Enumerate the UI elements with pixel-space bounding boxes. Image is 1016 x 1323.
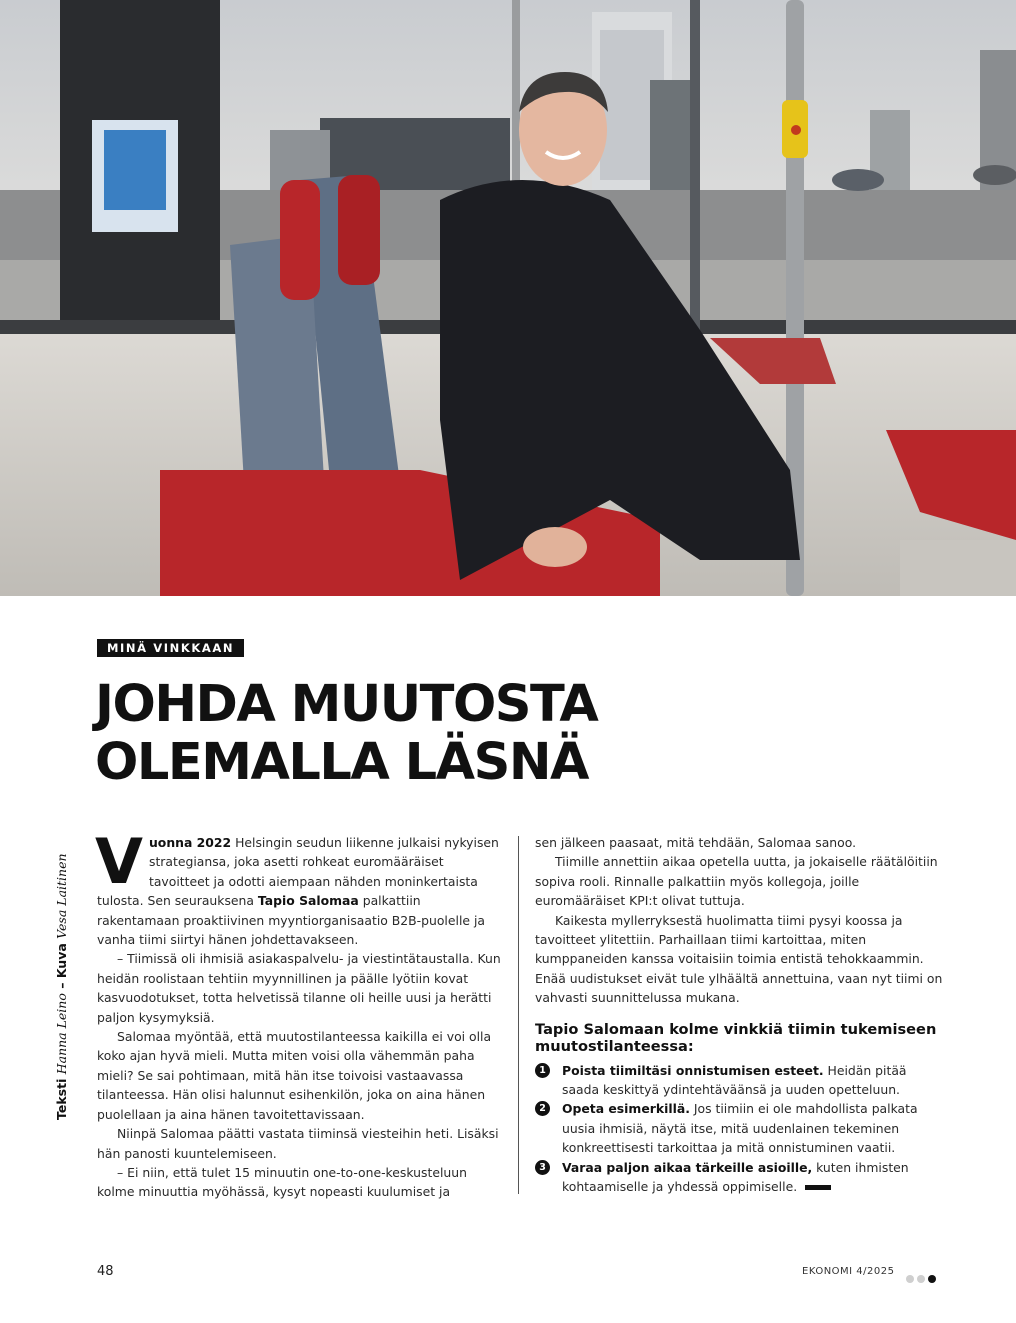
dot-icon <box>906 1275 914 1283</box>
tips-list <box>535 1061 945 1197</box>
paragraph-text: palkattiin rakentamaan proaktiivinen myyntiorganisaatio B2B-puolelle ja vanha tiimi siirtyi hänen johdettavakseen. <box>97 893 485 948</box>
headline-line-2: OLEMALLA LÄSNÄ <box>95 733 588 792</box>
tip-bold: Poista tiimiltäsi onnistumisen esteet. <box>562 1062 824 1078</box>
lead-bold: uonna 2022 <box>148 835 232 850</box>
tip-text: kuten ihmisten kohtaamiselle ja yhdessä oppimiselle. <box>562 1159 909 1195</box>
article-paragraph: Kaikesta myllerryksestä huolimatta tiimi pysyi koossa ja tavoitteet ylitettiin. Parhaillaan tiimi kartoittaa, miten kumppaneiden kanssa voitaisiin toimia entistä tehokkaammin. Enää uudistukset eivät tule ylhäältä annettuina, vaan nyt tiimi on vahvasti suunnittelussa mukana. <box>535 912 943 1006</box>
article-paragraph: Salomaa myöntää, että muutostilanteessa kaikilla ei voi olla koko ajan hyvä mieli. Mutta miten voisi olla vähemmän paha mieli? Se sai pohtimaan, mitä hän itse toivoisi vastaavassa tilanteessa. Hän olisi halunnut esihenkilön, joka on aina hänen puolellaan ja aina hänen tavoitettavissaan. <box>97 1029 492 1122</box>
dot-active-icon <box>928 1275 936 1283</box>
tip-text: Jos tiimiin ei ole mahdollista palkata uusia ihmisiä, näytä itse, mitä uudenlainen tekeminen konkreettisesti tarkoittaa ja mitä onnistuminen vaatii. <box>562 1101 918 1156</box>
article-column-1 <box>95 825 503 1202</box>
article-photo <box>0 0 1016 596</box>
section-tag: MINÄ VINKKAAN <box>97 639 244 657</box>
tip-text: Heidän pitää saada keskittyä ydintehtäväänsä ja uuden opetteluun. <box>562 1062 907 1098</box>
end-mark-icon <box>805 1185 831 1190</box>
headline <box>95 676 715 792</box>
credit-text-label: Teksti <box>54 1078 69 1120</box>
credit-separator: – <box>54 982 69 989</box>
tip-item <box>535 1158 945 1197</box>
magazine-issue: EKONOMI 4/2025 <box>802 1266 895 1277</box>
headline-line-1: JOHDA MUUTOSTA <box>95 675 598 734</box>
issue-dots-icon <box>906 1268 939 1287</box>
article-paragraph: Niinpä Salomaa päätti vastata tiiminsä viesteihin heti. Lisäksi hän panosti kuuntelemiseen. <box>97 1126 499 1161</box>
person-name: Tapio Salomaa <box>257 893 359 909</box>
article-paragraph: – Ei niin, että tulet 15 minuutin one-to-one-keskusteluun kolme minuuttia myöhässä, kysyt nopeasti kuulumiset ja <box>97 1164 467 1200</box>
drop-cap: V <box>95 825 143 898</box>
tip-bold: Opeta esimerkillä. <box>562 1101 690 1117</box>
tips-title: Tapio Salomaan kolme vinkkiä tiimin tukemiseen muutostilanteessa: <box>535 1020 937 1055</box>
tip-bold: Varaa paljon aikaa tärkeille asioille, <box>562 1159 813 1175</box>
tip-number-badge: 1 <box>535 1063 550 1078</box>
article-paragraph: sen jälkeen paasaat, mitä tehdään, Salomaa sanoo. <box>535 835 857 850</box>
dot-icon <box>917 1275 925 1283</box>
paragraph-text: Helsingin seudun liikenne julkaisi nykyisen strategiansa, joka asetti rohkeat euromääräiset tavoitteet ja odotti aiempaan nähden moninkertaista tulosta. Sen seurauksena <box>97 835 499 909</box>
tram-interior-photo <box>0 0 1016 596</box>
article-paragraph: Tiimille annettiin aikaa opetella uutta, ja jokaiselle räätälöitiin sopiva rooli. Rinnalle palkattiin myös kollegoja, joille euromääräiset KPI:t olivat tuttuja. <box>535 854 938 909</box>
byline-credit <box>54 853 69 1120</box>
page-number: 48 <box>97 1264 114 1279</box>
article-paragraph: – Tiimissä oli ihmisiä asiakaspalvelu- ja viestintätaustalla. Kun heidän roolistaan tehtiin myynnillinen ja päälle lyötiin kovat kasvuodotukset, totta helvetissä tilanne oli heille uusi ja herätti paljon kysymyksiä. <box>97 951 501 1025</box>
tip-number-badge: 2 <box>535 1101 550 1116</box>
article-column-2 <box>535 833 945 1197</box>
tip-number-badge: 3 <box>535 1160 550 1175</box>
tip-item <box>535 1099 945 1157</box>
column-divider <box>518 836 519 1194</box>
article-paragraph <box>95 825 503 949</box>
credit-photo-label: Kuva <box>54 943 69 979</box>
credit-photo-author: Vesa Laitinen <box>54 853 69 939</box>
tip-item <box>535 1061 945 1100</box>
credit-text-author: Hanna Leino <box>54 993 69 1075</box>
